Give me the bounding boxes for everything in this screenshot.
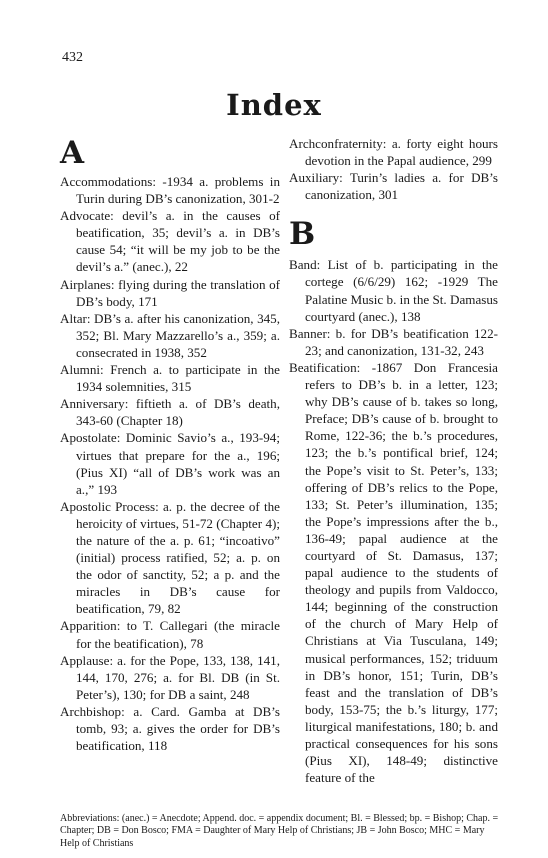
index-column-left (60, 135, 280, 754)
index-entry: Applause: a. for the Pope, 133, 138, 141, 144, 170, 276; a. for Bl. DB (in St. Peter’s), 130; for DB a saint, 248 (60, 652, 280, 702)
index-entry: Banner: b. for DB’s beatification 122-23; and canonization, 131-32, 243 (289, 325, 498, 358)
index-entry: Accommodations: -1934 a. problems in Turin during DB’s canonization, 301-2 (60, 174, 280, 207)
abbreviations-footnote: Abbreviations: (anec.) = Anecdote; Append. doc. = appendix document; Bl. = Blessed; bp. = Bishop; Chap. = Chapter; DB = Don Bosco; FMA = Daughter of Mary Help of Christians; JB = John Bosco; MHC = Mary Help of Christians (60, 813, 499, 849)
index-entry: Apostolic Process: a. p. the decree of the heroicity of virtues, 51-72 (Chapter 4); the nature of the a. p. 61; “incoativo” (initial) process ratified, 52; a. p. on the odor of sanctity, 52; a p. and the miracles in DB’s cause for beatification, 79, 82 (60, 498, 280, 617)
index-entry: Airplanes: flying during the translation of DB’s body, 171 (60, 276, 280, 309)
index-entry: Auxiliary: Turin’s ladies a. for DB’s canonization, 301 (289, 170, 498, 203)
index-entry: Archbishop: a. Card. Gamba at DB’s tomb, 93; a. gives the order for DB’s beatification, 118 (60, 703, 280, 754)
index-entry: Beatification: -1867 Don Francesia refers to DB’s b. in a letter, 123; why DB’s cause of b. takes so long, Preface; DB’s cause of b. brought to Rome, 122-36; the b.’s procedures, 123; the b.’s pontifical brief, 124; the Pope’s visit to St. Peter’s, 133; offering of DB’s relics to the Pope, 133; St. Peter’s illumination, 135; the Pope’s impressions after the b., 136-49; papal audience at the courtyard of St. Damasus, 137; papal audience to the students of theology and pupils from Valdocco, 144; beginning of the construction of the church of Mary Help of Christians at Via Tusculana, 149; musical performances, 152; triduum in DB’s honor, 151; Turin, DB’s feast and the translation of DB’s body, 153-75; the b.’s liturgy, 177; liturgical manifestations, 180; b. and practical consequences for his sons (Pius XI), 148-49; distinctive feature of the (289, 359, 498, 786)
index-title: Index (226, 88, 322, 122)
index-entry: Alumni: French a. to participate in the 1934 solemnities, 315 (60, 362, 280, 395)
index-entry: Advocate: devil’s a. in the causes of beatification, 35; devil’s a. in DB’s cause 54; “it will be my job to be the devil’s a.” (anec.), 22 (60, 208, 280, 275)
index-entry: Apparition: to T. Callegari (the miracle for the beatification), 78 (60, 618, 280, 651)
index-entry: Band: List of b. participating in the cortege (6/6/29) 162; -1929 The Palatine Music b. in the St. Damasus courtyard (anec.), 138 (289, 257, 498, 324)
section-letter-a: A (60, 135, 85, 171)
index-entry: Apostolate: Dominic Savio’s a., 193-94; virtues that prepare for the a., 196; (Pius XI) “all of DB’s work was an a.,” 193 (60, 430, 280, 497)
page-number: 432 (62, 50, 83, 65)
index-entry: Altar: DB’s a. after his canonization, 345, 352; Bl. Mary Mazzarello’s a., 359; a. consecrated in 1938, 352 (60, 310, 280, 360)
index-entry: Anniversary: fiftieth a. of DB’s death, 343-60 (Chapter 18) (60, 396, 280, 429)
index-column-right (289, 135, 498, 786)
section-letter-b: B (289, 216, 316, 253)
index-entry: Archconfraternity: a. forty eight hours devotion in the Papal audience, 299 (289, 136, 498, 169)
